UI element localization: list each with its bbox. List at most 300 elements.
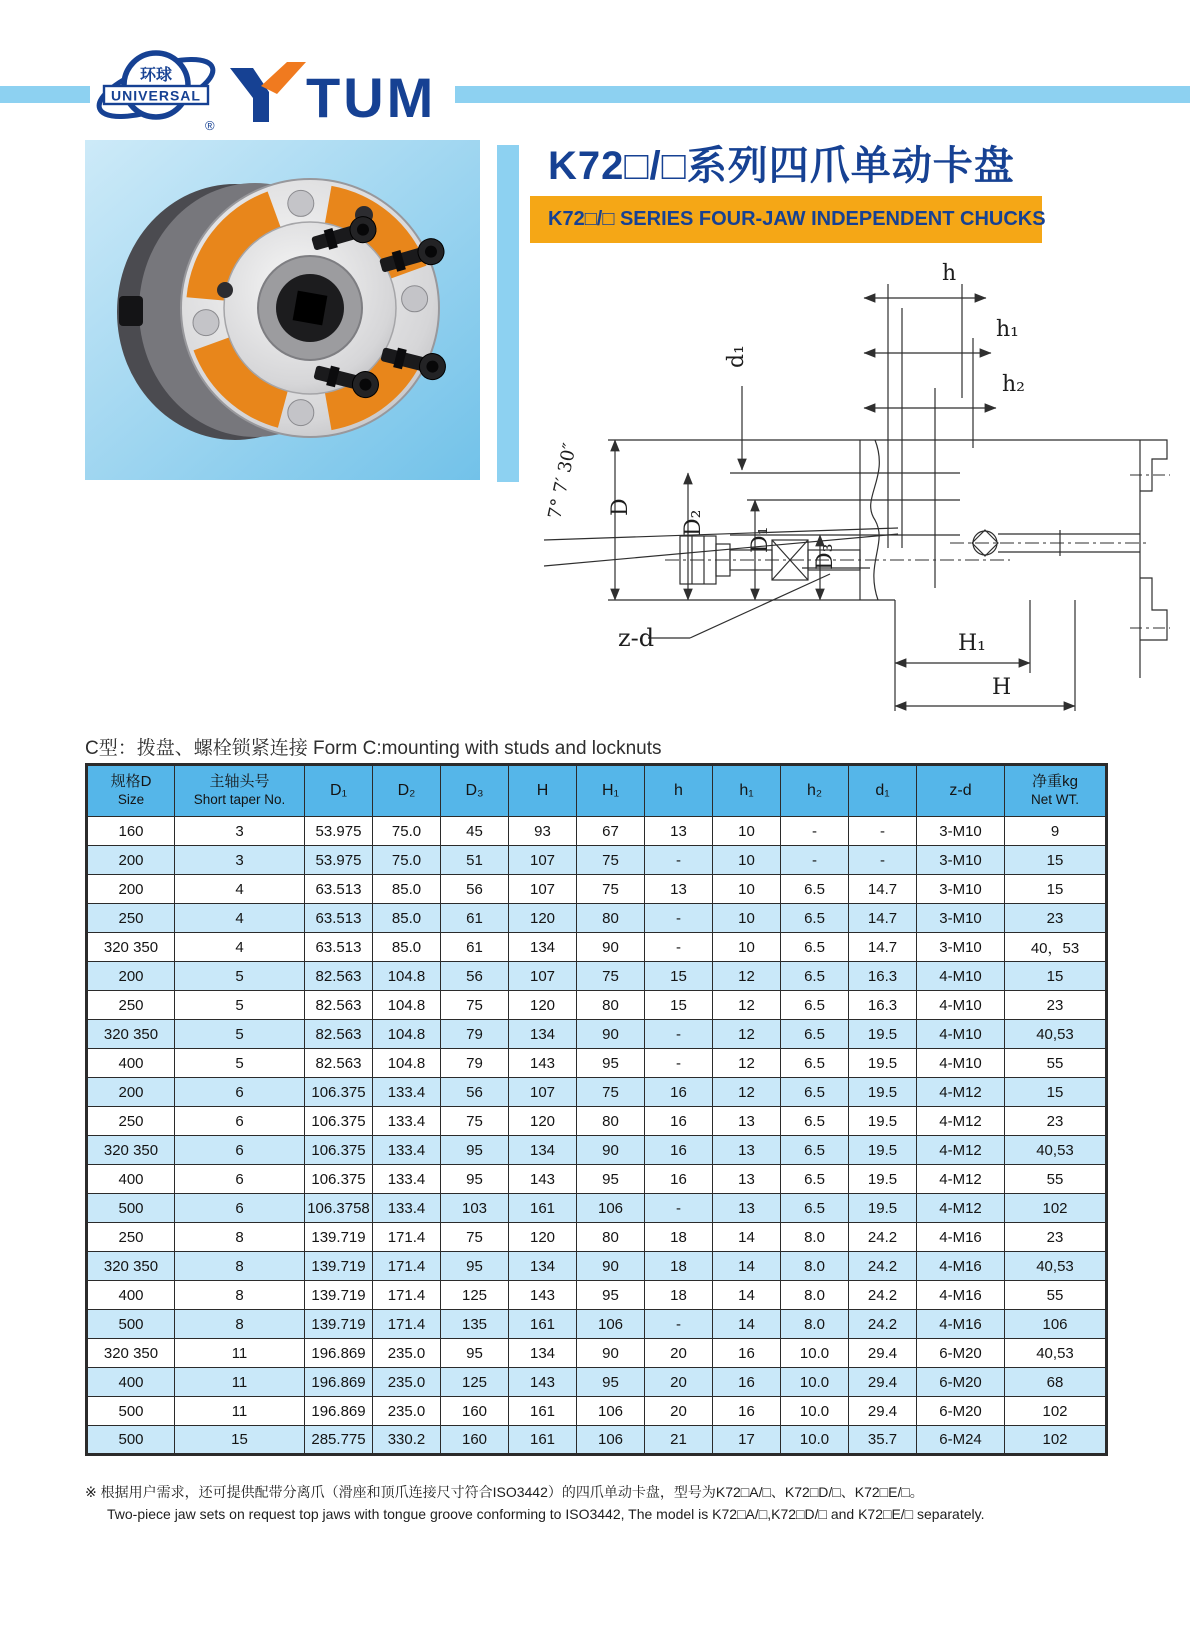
table-cell: 143: [509, 1049, 577, 1078]
table-cell: 14: [713, 1281, 781, 1310]
dim-label-D: D: [608, 498, 633, 516]
column-header: H₁: [577, 765, 645, 817]
column-header: H: [509, 765, 577, 817]
table-cell: 10: [713, 875, 781, 904]
table-cell: 107: [509, 1078, 577, 1107]
table-cell: 24.2: [849, 1223, 917, 1252]
table-cell: 20: [645, 1397, 713, 1426]
dim-label-D2: D₂: [681, 509, 706, 536]
table-cell: 106.375: [305, 1165, 373, 1194]
column-header: h₁: [713, 765, 781, 817]
table-cell: 106: [577, 1194, 645, 1223]
table-cell: 104.8: [373, 991, 441, 1020]
table-cell: 107: [509, 962, 577, 991]
table-cell: 4: [175, 933, 305, 962]
table-cell: 19.5: [849, 1049, 917, 1078]
table-cell: 75: [577, 846, 645, 875]
table-row: [87, 1426, 1107, 1455]
table-cell: 13: [645, 875, 713, 904]
table-cell: 10: [713, 846, 781, 875]
table-cell: 56: [441, 1078, 509, 1107]
table-cell: 40,53: [1005, 1252, 1107, 1281]
table-cell: 10.0: [781, 1339, 849, 1368]
table-cell: 95: [577, 1281, 645, 1310]
column-header: d₁: [849, 765, 917, 817]
table-cell: 4-M12: [917, 1165, 1005, 1194]
table-cell: 200: [87, 962, 175, 991]
table-cell: -: [781, 817, 849, 846]
table-cell: 171.4: [373, 1223, 441, 1252]
table-cell: 19.5: [849, 1107, 917, 1136]
page-title: K72□/□系列四爪单动卡盘: [548, 144, 1015, 188]
table-cell: 134: [509, 1020, 577, 1049]
table-cell: 106.375: [305, 1078, 373, 1107]
table-cell: 16.3: [849, 991, 917, 1020]
table-cell: -: [645, 1049, 713, 1078]
technical-drawing: [530, 248, 1170, 718]
table-cell: 53.975: [305, 846, 373, 875]
table-row: [87, 817, 1107, 846]
table-cell: 135: [441, 1310, 509, 1339]
table-row: [87, 1310, 1107, 1339]
table-cell: 9: [1005, 817, 1107, 846]
table-cell: 19.5: [849, 1078, 917, 1107]
table-cell: 63.513: [305, 904, 373, 933]
table-cell: 3-M10: [917, 817, 1005, 846]
table-cell: 15: [1005, 846, 1107, 875]
table-cell: 104.8: [373, 1020, 441, 1049]
table-cell: 90: [577, 1136, 645, 1165]
table-cell: 5: [175, 1020, 305, 1049]
table-cell: 134: [509, 1339, 577, 1368]
brand-y-orange-icon: [261, 62, 306, 94]
dim-label-h: h: [942, 261, 957, 286]
table-cell: 90: [577, 1252, 645, 1281]
footnote-en: Two-piece jaw sets on request top jaws with tongue groove conforming to ISO3442, The model is K72□A/□,K72□D/□ and K72□E/□ separately.: [107, 1505, 985, 1522]
table-cell: 10: [713, 817, 781, 846]
table-cell: 15: [1005, 1078, 1107, 1107]
table-cell: 10: [713, 933, 781, 962]
spec-table-body: [87, 817, 1107, 1455]
table-cell: 16: [713, 1368, 781, 1397]
table-cell: 23: [1005, 1223, 1107, 1252]
table-cell: 200: [87, 1078, 175, 1107]
table-cell: 29.4: [849, 1397, 917, 1426]
table-cell: 85.0: [373, 933, 441, 962]
table-cell: 95: [577, 1049, 645, 1078]
table-cell: 14.7: [849, 875, 917, 904]
table-cell: 3-M10: [917, 875, 1005, 904]
table-cell: 3: [175, 817, 305, 846]
chuck-pinion-socket: [119, 296, 143, 326]
table-cell: 6.5: [781, 1136, 849, 1165]
table-cell: 75: [577, 875, 645, 904]
table-cell: 14.7: [849, 933, 917, 962]
dim-label-H: H: [992, 675, 1012, 700]
brand-logo-ytum: [230, 60, 445, 124]
table-cell: 400: [87, 1049, 175, 1078]
table-cell: 106: [1005, 1310, 1107, 1339]
table-cell: 102: [1005, 1397, 1107, 1426]
table-row: [87, 904, 1107, 933]
table-cell: 107: [509, 875, 577, 904]
table-cell: 200: [87, 846, 175, 875]
table-cell: 12: [713, 991, 781, 1020]
table-cell: 75.0: [373, 846, 441, 875]
table-cell: 161: [509, 1397, 577, 1426]
table-cell: 4-M12: [917, 1078, 1005, 1107]
table-cell: 6.5: [781, 1078, 849, 1107]
table-cell: 102: [1005, 1194, 1107, 1223]
table-cell: 106: [577, 1310, 645, 1339]
table-cell: 161: [509, 1310, 577, 1339]
table-cell: 53.975: [305, 817, 373, 846]
table-cell: 14: [713, 1310, 781, 1339]
table-cell: 61: [441, 904, 509, 933]
table-cell: 75: [577, 962, 645, 991]
table-cell: 120: [509, 904, 577, 933]
table-row: [87, 1020, 1107, 1049]
table-cell: 13: [713, 1194, 781, 1223]
table-cell: 320 350: [87, 1252, 175, 1281]
table-cell: 4-M16: [917, 1252, 1005, 1281]
table-cell: 11: [175, 1339, 305, 1368]
table-cell: 196.869: [305, 1339, 373, 1368]
table-row: [87, 1136, 1107, 1165]
header-accent-bar-left: [0, 86, 90, 103]
table-cell: 16: [713, 1339, 781, 1368]
table-cell: 143: [509, 1165, 577, 1194]
footnotes: [85, 1482, 1135, 1525]
table-cell: 161: [509, 1194, 577, 1223]
table-cell: 6: [175, 1194, 305, 1223]
table-cell: 196.869: [305, 1368, 373, 1397]
table-cell: 4-M12: [917, 1194, 1005, 1223]
table-cell: 171.4: [373, 1310, 441, 1339]
dim-label-h2: h₂: [1002, 372, 1025, 397]
table-cell: 14: [713, 1252, 781, 1281]
table-cell: 95: [441, 1252, 509, 1281]
table-cell: 80: [577, 904, 645, 933]
table-cell: 6.5: [781, 904, 849, 933]
column-header: 净重kg Net WT.: [1005, 765, 1107, 817]
table-cell: 250: [87, 1223, 175, 1252]
table-cell: 80: [577, 991, 645, 1020]
table-cell: 15: [645, 991, 713, 1020]
table-cell: 8.0: [781, 1223, 849, 1252]
table-cell: 12: [713, 1078, 781, 1107]
table-cell: 5: [175, 991, 305, 1020]
table-cell: 4-M16: [917, 1223, 1005, 1252]
column-header: z-d: [917, 765, 1005, 817]
table-cell: 6.5: [781, 933, 849, 962]
table-cell: 500: [87, 1397, 175, 1426]
table-cell: 320 350: [87, 1339, 175, 1368]
table-cell: 10.0: [781, 1368, 849, 1397]
table-cell: 8.0: [781, 1252, 849, 1281]
table-cell: 500: [87, 1194, 175, 1223]
table-cell: 4: [175, 904, 305, 933]
logo-globe-text: 环球: [139, 67, 173, 84]
table-cell: 235.0: [373, 1368, 441, 1397]
table-cell: 75: [441, 991, 509, 1020]
table-cell: 75: [441, 1223, 509, 1252]
table-cell: 24.2: [849, 1310, 917, 1339]
table-cell: 106.375: [305, 1107, 373, 1136]
table-cell: 19.5: [849, 1194, 917, 1223]
table-cell: 20: [645, 1368, 713, 1397]
table-cell: 63.513: [305, 875, 373, 904]
table-cell: 18: [645, 1252, 713, 1281]
table-cell: 20: [645, 1339, 713, 1368]
table-cell: 18: [645, 1223, 713, 1252]
table-cell: 8: [175, 1281, 305, 1310]
photo-accent-bar: [497, 145, 519, 482]
table-cell: 120: [509, 1223, 577, 1252]
table-row: [87, 1281, 1107, 1310]
table-cell: 29.4: [849, 1368, 917, 1397]
table-cell: 95: [441, 1136, 509, 1165]
table-cell: -: [849, 846, 917, 875]
table-cell: 6: [175, 1136, 305, 1165]
table-cell: 16: [645, 1165, 713, 1194]
table-cell: 68: [1005, 1368, 1107, 1397]
table-cell: 139.719: [305, 1281, 373, 1310]
table-cell: 107: [509, 846, 577, 875]
table-cell: 55: [1005, 1049, 1107, 1078]
dim-label-d1: d₁: [724, 345, 749, 368]
spec-table: [85, 763, 1108, 1456]
table-cell: 6.5: [781, 1165, 849, 1194]
table-cell: 104.8: [373, 1049, 441, 1078]
table-cell: 24.2: [849, 1252, 917, 1281]
table-row: [87, 933, 1107, 962]
table-cell: 6.5: [781, 1049, 849, 1078]
table-cell: 134: [509, 1136, 577, 1165]
table-cell: 3-M10: [917, 933, 1005, 962]
table-cell: 3-M10: [917, 904, 1005, 933]
table-cell: 95: [441, 1339, 509, 1368]
table-cell: 6: [175, 1107, 305, 1136]
table-cell: 6.5: [781, 1194, 849, 1223]
table-cell: 120: [509, 1107, 577, 1136]
table-cell: 40，53: [1005, 933, 1107, 962]
column-header: 规格D Size: [87, 765, 175, 817]
page-subtitle: K72□/□ SERIES FOUR-JAW INDEPENDENT CHUCKS: [548, 208, 1046, 230]
table-cell: 125: [441, 1368, 509, 1397]
table-cell: 13: [713, 1165, 781, 1194]
table-cell: 400: [87, 1281, 175, 1310]
table-row: [87, 1252, 1107, 1281]
table-cell: 171.4: [373, 1281, 441, 1310]
table-cell: 133.4: [373, 1136, 441, 1165]
table-cell: 8: [175, 1310, 305, 1339]
table-cell: 13: [713, 1107, 781, 1136]
table-cell: 106.3758: [305, 1194, 373, 1223]
table-cell: 330.2: [373, 1426, 441, 1455]
table-cell: 6-M24: [917, 1426, 1005, 1455]
table-cell: 16: [645, 1136, 713, 1165]
table-cell: 75: [577, 1078, 645, 1107]
table-cell: 4-M10: [917, 962, 1005, 991]
table-cell: 67: [577, 817, 645, 846]
table-cell: 400: [87, 1165, 175, 1194]
table-cell: 500: [87, 1310, 175, 1339]
table-cell: 35.7: [849, 1426, 917, 1455]
table-cell: 56: [441, 875, 509, 904]
table-cell: 90: [577, 1339, 645, 1368]
table-cell: 134: [509, 933, 577, 962]
table-cell: 6: [175, 1165, 305, 1194]
table-cell: 106: [577, 1426, 645, 1455]
table-cell: 29.4: [849, 1339, 917, 1368]
table-cell: 23: [1005, 1107, 1107, 1136]
subtitle-bar: [530, 196, 1046, 243]
table-cell: 103: [441, 1194, 509, 1223]
table-cell: 250: [87, 991, 175, 1020]
table-cell: 133.4: [373, 1165, 441, 1194]
table-cell: 75: [441, 1107, 509, 1136]
column-header: D₂: [373, 765, 441, 817]
header-accent-bar-right: [455, 86, 1190, 103]
table-cell: 4-M12: [917, 1107, 1005, 1136]
product-photo-chuck: [85, 140, 480, 480]
table-cell: 6.5: [781, 1107, 849, 1136]
table-cell: 104.8: [373, 962, 441, 991]
table-cell: 16.3: [849, 962, 917, 991]
table-cell: 19.5: [849, 1020, 917, 1049]
table-cell: 79: [441, 1020, 509, 1049]
table-cell: 80: [577, 1223, 645, 1252]
table-cell: 82.563: [305, 991, 373, 1020]
table-cell: 80: [577, 1107, 645, 1136]
column-header: h₂: [781, 765, 849, 817]
table-cell: 45: [441, 817, 509, 846]
table-cell: 61: [441, 933, 509, 962]
table-cell: 13: [713, 1136, 781, 1165]
table-cell: 5: [175, 962, 305, 991]
table-cell: 23: [1005, 991, 1107, 1020]
table-cell: -: [645, 904, 713, 933]
table-cell: 6.5: [781, 991, 849, 1020]
table-row: [87, 875, 1107, 904]
table-cell: 133.4: [373, 1078, 441, 1107]
table-cell: -: [849, 817, 917, 846]
table-cell: 90: [577, 933, 645, 962]
table-cell: 11: [175, 1397, 305, 1426]
table-cell: -: [645, 1310, 713, 1339]
table-cell: 8: [175, 1252, 305, 1281]
table-cell: 143: [509, 1281, 577, 1310]
table-cell: -: [645, 1020, 713, 1049]
table-cell: 4-M16: [917, 1310, 1005, 1339]
chuck-center-screw: [293, 291, 328, 326]
table-cell: 95: [577, 1165, 645, 1194]
logo-banner-text: UNIVERSAL: [111, 87, 201, 104]
table-cell: 16: [645, 1078, 713, 1107]
table-cell: 40,53: [1005, 1339, 1107, 1368]
table-cell: 4-M10: [917, 1020, 1005, 1049]
table-cell: 23: [1005, 904, 1107, 933]
table-cell: 15: [1005, 875, 1107, 904]
table-row: [87, 1078, 1107, 1107]
table-cell: 3-M10: [917, 846, 1005, 875]
table-cell: 133.4: [373, 1194, 441, 1223]
table-cell: -: [645, 1194, 713, 1223]
table-cell: 4-M16: [917, 1281, 1005, 1310]
table-cell: 10.0: [781, 1426, 849, 1455]
table-cell: 4: [175, 875, 305, 904]
table-cell: 16: [645, 1107, 713, 1136]
brand-y-left-icon: [230, 68, 269, 122]
table-cell: -: [645, 846, 713, 875]
footnote-zh: ※ 根据用户需求，还可提供配带分离爪（滑座和顶爪连接尺寸符合ISO3442）的四爪单动卡盘，型号为K72□A/□、K72□D/□、K72□E/□。: [85, 1484, 924, 1500]
table-cell: 3: [175, 846, 305, 875]
column-header: h: [645, 765, 713, 817]
table-cell: 400: [87, 1368, 175, 1397]
table-cell: 250: [87, 1107, 175, 1136]
table-cell: 5: [175, 1049, 305, 1078]
table-cell: 82.563: [305, 962, 373, 991]
brand-name-text: TUM: [306, 66, 437, 124]
table-cell: 133.4: [373, 1107, 441, 1136]
table-cell: 139.719: [305, 1223, 373, 1252]
table-cell: 19.5: [849, 1165, 917, 1194]
table-cell: 16: [713, 1397, 781, 1426]
table-cell: 139.719: [305, 1252, 373, 1281]
table-cell: 125: [441, 1281, 509, 1310]
table-cell: 320 350: [87, 933, 175, 962]
table-cell: 235.0: [373, 1397, 441, 1426]
table-cell: 160: [441, 1397, 509, 1426]
column-header: 主轴头号 Short taper No.: [175, 765, 305, 817]
table-cell: 196.869: [305, 1397, 373, 1426]
table-cell: 15: [175, 1426, 305, 1455]
table-cell: 143: [509, 1368, 577, 1397]
table-cell: 13: [645, 817, 713, 846]
table-row: [87, 1223, 1107, 1252]
table-cell: 6-M20: [917, 1397, 1005, 1426]
table-row: [87, 1107, 1107, 1136]
table-cell: 85.0: [373, 904, 441, 933]
table-row: [87, 1397, 1107, 1426]
table-cell: 63.513: [305, 933, 373, 962]
table-cell: 160: [441, 1426, 509, 1455]
table-cell: 56: [441, 962, 509, 991]
table-cell: 15: [1005, 962, 1107, 991]
table-row: [87, 962, 1107, 991]
table-cell: -: [645, 933, 713, 962]
table-cell: 500: [87, 1426, 175, 1455]
registered-trademark-icon: ®: [205, 118, 215, 133]
table-cell: 139.719: [305, 1310, 373, 1339]
table-cell: 90: [577, 1020, 645, 1049]
table-cell: 6-M20: [917, 1368, 1005, 1397]
table-cell: 8.0: [781, 1281, 849, 1310]
table-cell: 106: [577, 1397, 645, 1426]
dim-label-h1: h₁: [996, 317, 1019, 342]
table-cell: 79: [441, 1049, 509, 1078]
table-cell: 6.5: [781, 875, 849, 904]
dim-label-D3: D₃: [813, 543, 838, 570]
table-caption: C型：拨盘、螺栓锁紧连接 Form C:mounting with studs and locknuts: [85, 738, 662, 759]
table-cell: -: [781, 846, 849, 875]
table-cell: 6-M20: [917, 1339, 1005, 1368]
table-cell: 12: [713, 1049, 781, 1078]
dim-label-angle: 7° 7′ 30″: [544, 441, 581, 522]
table-cell: 8.0: [781, 1310, 849, 1339]
table-cell: 12: [713, 1020, 781, 1049]
